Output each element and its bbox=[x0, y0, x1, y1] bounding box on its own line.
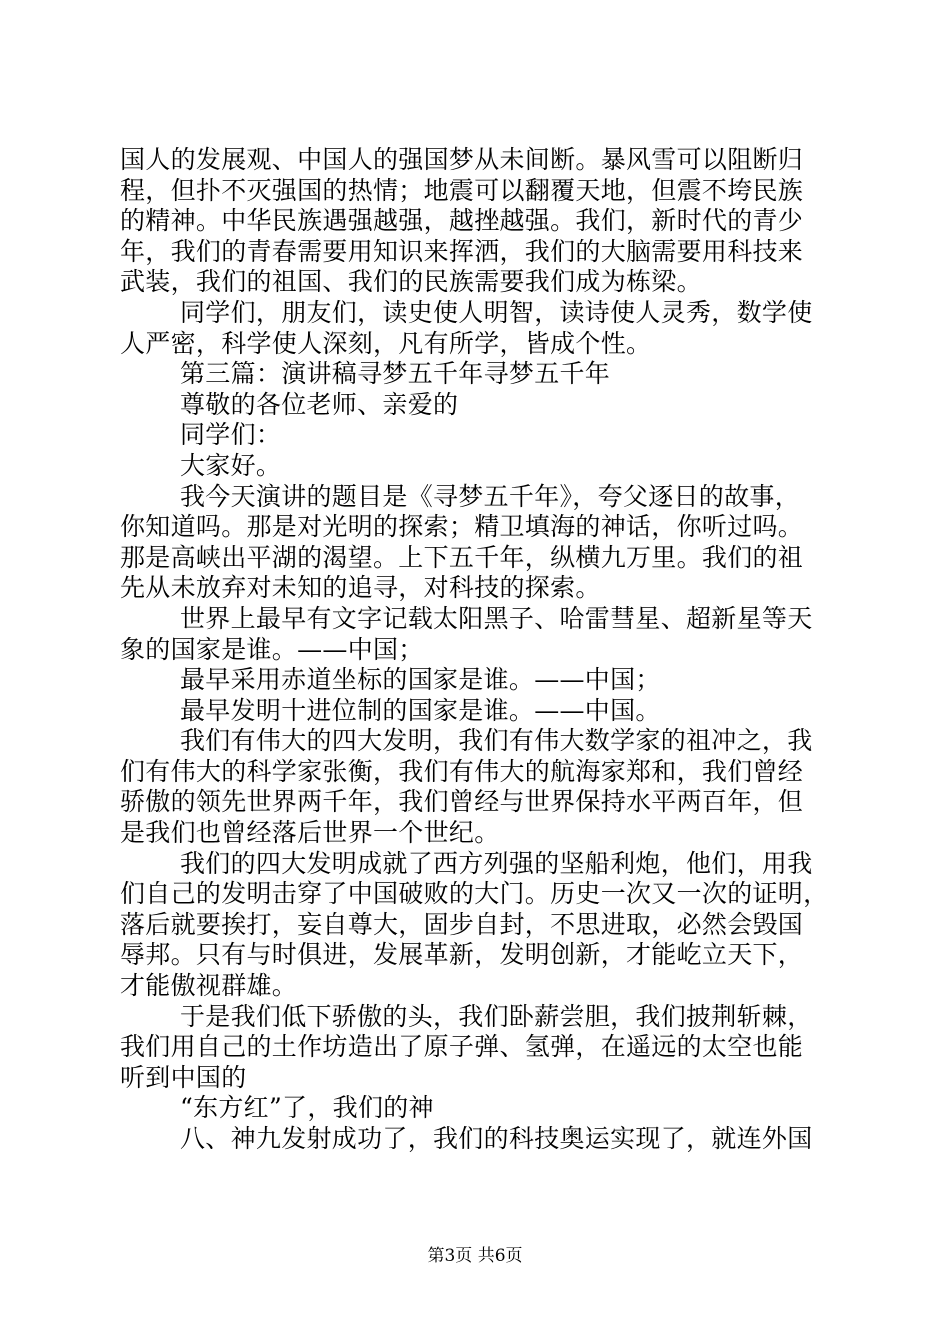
text-line: 世界上最早有文字记载太阳黑子、哈雷彗星、超新星等天 bbox=[180, 603, 813, 633]
text-line: 最早采用赤道坐标的国家是谁。——中国； bbox=[180, 665, 661, 695]
text-line: 年，我们的青春需要用知识来挥洒，我们的大脑需要用科技来 bbox=[120, 236, 804, 266]
text-line: 们有伟大的科学家张衡，我们有伟大的航海家郑和，我们曾经 bbox=[120, 756, 804, 786]
text-line: 我们的四大发明成就了西方列强的坚船利炮，他们，用我 bbox=[180, 848, 813, 878]
text-line: 同学们： bbox=[180, 420, 282, 450]
text-line: 辱邦。只有与时俱进，发展革新，发明创新，才能屹立天下， bbox=[120, 940, 804, 970]
text-line: “东方红”了，我们的神 bbox=[180, 1093, 434, 1123]
page-footer: 第3页 共6页 bbox=[427, 1246, 523, 1266]
text-line: 八、神九发射成功了，我们的科技奥运实现了，就连外国 bbox=[180, 1124, 813, 1153]
text-line: 我们有伟大的四大发明，我们有伟大数学家的祖冲之，我 bbox=[180, 726, 813, 756]
text-line: 们自己的发明击穿了中国破败的大门。历史一次又一次的证明， bbox=[120, 879, 829, 909]
text-line: 我今天演讲的题目是《寻梦五千年》，夸父逐日的故事， bbox=[180, 481, 801, 511]
text-line: 是我们也曾经落后世界一个世纪。 bbox=[120, 818, 500, 848]
text-line: 象的国家是谁。——中国； bbox=[120, 634, 424, 664]
text-line: 同学们，朋友们，读史使人明智，读诗使人灵秀，数学使 bbox=[180, 297, 813, 327]
text-line: 第三篇：演讲稿寻梦五千年寻梦五千年 bbox=[180, 359, 611, 389]
text-line: 尊敬的各位老师、亲爱的 bbox=[180, 389, 459, 419]
text-line: 国人的发展观、中国人的强国梦从未间断。暴风雪可以阻断归 bbox=[120, 145, 804, 174]
text-line: 的精神。中华民族遇强越强，越挫越强。我们，新时代的青少 bbox=[120, 206, 804, 236]
text-line: 于是我们低下骄傲的头，我们卧薪尝胆，我们披荆斩棘， bbox=[180, 1001, 813, 1031]
text-line: 你知道吗。那是对光明的探索；精卫填海的神话，你听过吗。 bbox=[120, 512, 804, 542]
text-line: 人严密，科学使人深刻，凡有所学，皆成个性。 bbox=[120, 328, 652, 358]
text-line: 骄傲的领先世界两千年，我们曾经与世界保持水平两百年，但 bbox=[120, 787, 804, 817]
text-line: 大家好。 bbox=[180, 450, 282, 480]
body-text bbox=[120, 145, 840, 1155]
text-line: 武装，我们的祖国、我们的民族需要我们成为栋梁。 bbox=[120, 267, 702, 297]
text-line: 最早发明十进位制的国家是谁。——中国。 bbox=[180, 695, 661, 725]
text-line: 才能傲视群雄。 bbox=[120, 971, 298, 1001]
text-line: 听到中国的 bbox=[120, 1062, 247, 1092]
text-line: 落后就要挨打，妄自尊大，固步自封，不思进取，必然会毁国 bbox=[120, 909, 804, 939]
text-line: 那是高峡出平湖的渴望。上下五千年，纵横九万里。我们的祖 bbox=[120, 542, 804, 572]
text-line: 先从未放弃对未知的追寻，对科技的探索。 bbox=[120, 573, 601, 603]
text-line: 我们用自己的土作坊造出了原子弹、氢弹，在遥远的太空也能 bbox=[120, 1032, 804, 1062]
text-line: 程，但扑不灭强国的热情；地震可以翻覆天地，但震不垮民族 bbox=[120, 175, 804, 205]
